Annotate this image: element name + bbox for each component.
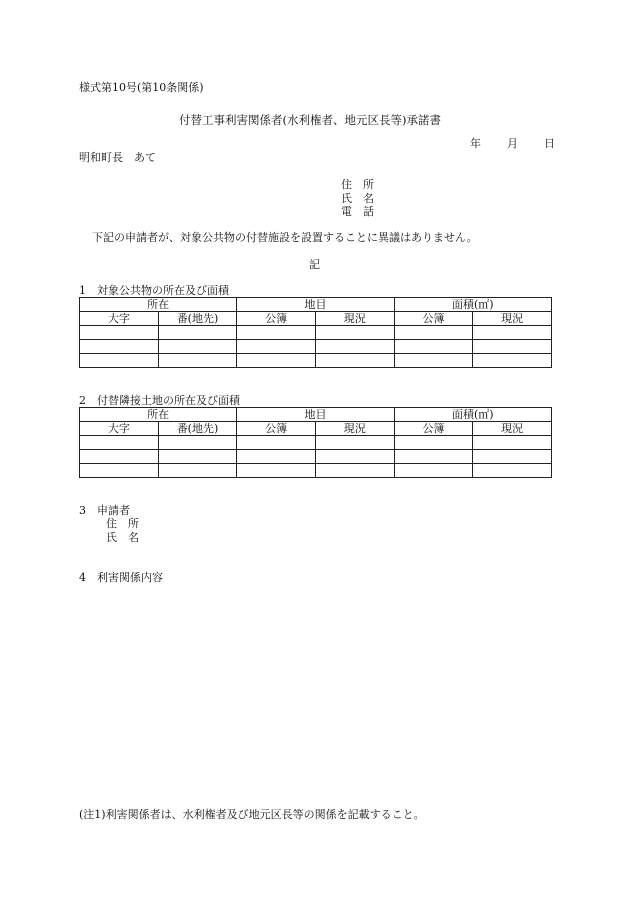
document-title: 付替工事利害関係者(水利権者、地元区長等)承諾書 <box>179 113 441 127</box>
date-month: 月 <box>507 137 518 150</box>
table-cell[interactable] <box>80 436 159 450</box>
date-line <box>470 137 555 151</box>
section3-name-label: 氏 名 <box>106 531 139 544</box>
table-cell[interactable] <box>158 464 237 478</box>
table-cell[interactable] <box>237 340 316 354</box>
subheader-actual: 現況 <box>315 422 394 436</box>
subheader-oaza: 大字 <box>80 312 159 326</box>
table-cell[interactable] <box>394 326 473 340</box>
subheader-actual: 現況 <box>315 312 394 326</box>
date-year: 年 <box>470 137 481 150</box>
header-area: 面積(㎡) <box>394 408 551 422</box>
table-cell[interactable] <box>80 340 159 354</box>
table-cell[interactable] <box>158 436 237 450</box>
subheader-registry-area: 公簿 <box>394 312 473 326</box>
ki-heading: 記 <box>309 258 320 271</box>
table-cell[interactable] <box>394 340 473 354</box>
table-cell[interactable] <box>158 450 237 464</box>
table-cell[interactable] <box>158 326 237 340</box>
table-cell[interactable] <box>473 326 552 340</box>
table-cell[interactable] <box>80 464 159 478</box>
applicant-phone-label: 電 話 <box>341 205 374 218</box>
table-cell[interactable] <box>473 340 552 354</box>
section3-heading: 3 申請者 <box>79 504 130 517</box>
table-row <box>80 464 552 478</box>
table-cell[interactable] <box>315 436 394 450</box>
table-row <box>80 354 552 368</box>
table-cell[interactable] <box>315 450 394 464</box>
table-cell[interactable] <box>394 450 473 464</box>
table-cell[interactable] <box>237 436 316 450</box>
section2-table <box>79 407 552 478</box>
section1-table <box>79 297 552 368</box>
table-cell[interactable] <box>237 464 316 478</box>
table-header-row <box>80 298 552 312</box>
table-cell[interactable] <box>315 464 394 478</box>
section1-heading: 1 対象公共物の所在及び面積 <box>79 284 229 297</box>
consent-statement: 下記の申請者が、対象公共物の付替施設を設置することに異議はありません。 <box>92 231 478 244</box>
subheader-actual-area: 現況 <box>473 312 552 326</box>
table-cell[interactable] <box>473 464 552 478</box>
table-cell[interactable] <box>237 450 316 464</box>
table-cell[interactable] <box>80 354 159 368</box>
header-area: 面積(㎡) <box>394 298 551 312</box>
table-cell[interactable] <box>80 450 159 464</box>
subheader-lot: 番(地先) <box>158 312 237 326</box>
table-cell[interactable] <box>237 326 316 340</box>
applicant-address-label: 住 所 <box>341 178 374 191</box>
table-cell[interactable] <box>237 354 316 368</box>
table-row <box>80 450 552 464</box>
subheader-oaza: 大字 <box>80 422 159 436</box>
table-cell[interactable] <box>473 354 552 368</box>
table-cell[interactable] <box>158 340 237 354</box>
table-cell[interactable] <box>394 436 473 450</box>
date-day: 日 <box>544 137 555 150</box>
table-cell[interactable] <box>80 326 159 340</box>
footnote: (注1)利害関係者は、水利権者及び地元区長等の関係を記載すること。 <box>79 808 425 821</box>
subheader-actual-area: 現況 <box>473 422 552 436</box>
table-subheader-row <box>80 422 552 436</box>
table-cell[interactable] <box>473 450 552 464</box>
form-number: 様式第10号(第10条関係) <box>79 81 204 94</box>
table-cell[interactable] <box>315 340 394 354</box>
table-cell[interactable] <box>315 354 394 368</box>
table-row <box>80 340 552 354</box>
subheader-registry: 公簿 <box>237 422 316 436</box>
subheader-lot: 番(地先) <box>158 422 237 436</box>
table-header-row <box>80 408 552 422</box>
subheader-registry-area: 公簿 <box>394 422 473 436</box>
table-cell[interactable] <box>315 326 394 340</box>
table-cell[interactable] <box>473 436 552 450</box>
table-cell[interactable] <box>394 354 473 368</box>
header-location: 所在 <box>80 298 237 312</box>
addressee: 明和町長 あて <box>79 151 156 164</box>
section2-heading: 2 付替隣接土地の所在及び面積 <box>79 394 240 407</box>
header-land-category: 地目 <box>237 298 394 312</box>
section4-heading: 4 利害関係内容 <box>79 571 163 584</box>
table-cell[interactable] <box>158 354 237 368</box>
section3-address-label: 住 所 <box>106 517 139 530</box>
table-cell[interactable] <box>394 464 473 478</box>
table-row <box>80 436 552 450</box>
table-subheader-row <box>80 312 552 326</box>
applicant-name-label: 氏 名 <box>341 192 374 205</box>
header-location: 所在 <box>80 408 237 422</box>
subheader-registry: 公簿 <box>237 312 316 326</box>
header-land-category: 地目 <box>237 408 394 422</box>
table-row <box>80 326 552 340</box>
